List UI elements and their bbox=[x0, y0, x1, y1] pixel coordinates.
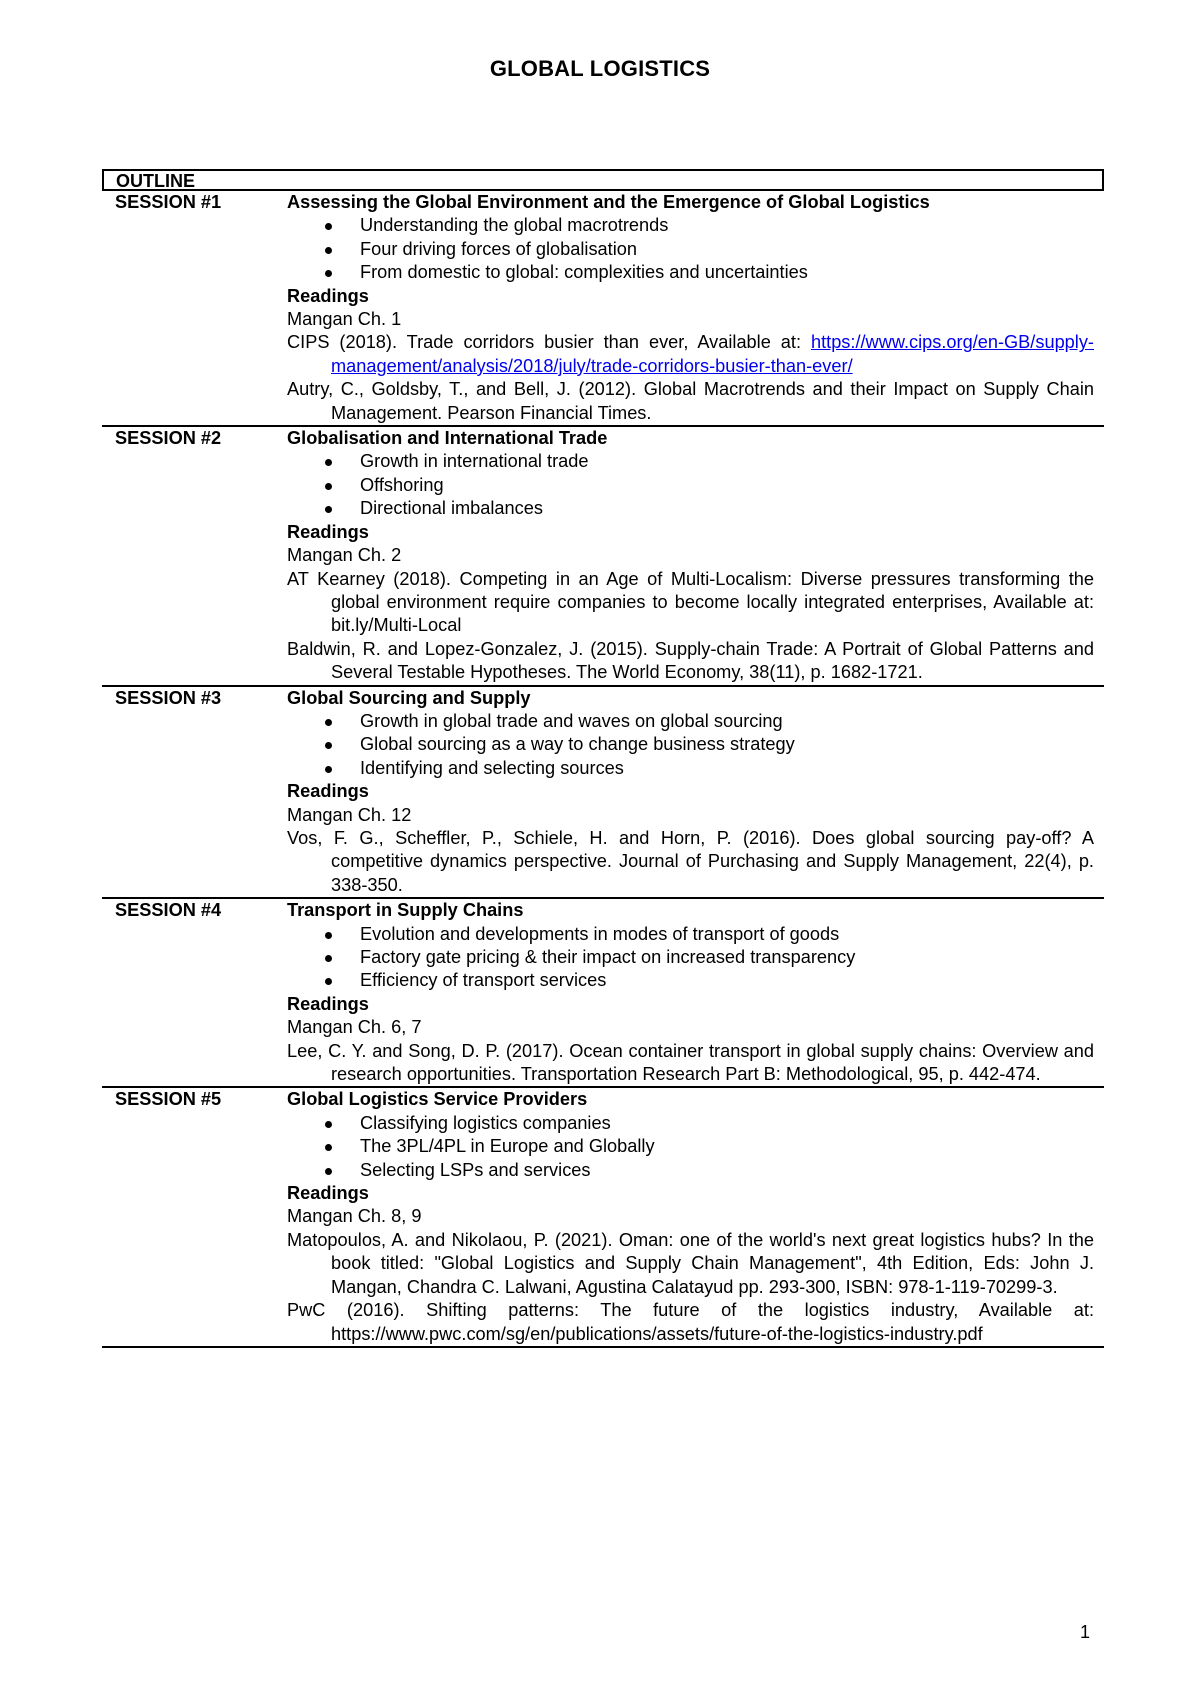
topic-text: Four driving forces of globalisation bbox=[360, 238, 637, 259]
readings-heading: Readings bbox=[287, 521, 369, 542]
topic-item bbox=[287, 450, 1094, 473]
topic-item bbox=[287, 757, 1094, 780]
reading-reference bbox=[287, 1299, 1094, 1346]
bullet-icon bbox=[325, 270, 332, 277]
topic-list bbox=[287, 214, 1094, 284]
bullet-icon bbox=[325, 742, 332, 749]
bullet-icon bbox=[325, 719, 332, 726]
topic-item bbox=[287, 474, 1094, 497]
session-title: Transport in Supply Chains bbox=[287, 900, 524, 921]
session-row-3 bbox=[102, 687, 1104, 900]
topic-text: Growth in global trade and waves on global sourcing bbox=[360, 710, 783, 731]
topic-text: The 3PL/4PL in Europe and Globally bbox=[360, 1136, 655, 1157]
bullet-icon bbox=[325, 932, 332, 939]
bullet-icon bbox=[325, 1121, 332, 1128]
topic-text: Growth in international trade bbox=[360, 451, 589, 472]
reading-text: Baldwin, R. and Lopez-Gonzalez, J. (2015). Supply-chain Trade: A Portrait of Global Patterns and Several Testable Hypotheses. The World Economy, 38(11), p. 1682-1721. bbox=[287, 638, 1094, 683]
session-body bbox=[287, 191, 1104, 425]
topic-text: Directional imbalances bbox=[360, 498, 543, 519]
topic-item bbox=[287, 710, 1094, 733]
bullet-icon bbox=[325, 1168, 332, 1175]
topic-list bbox=[287, 450, 1094, 520]
topic-list bbox=[287, 710, 1094, 780]
topic-item bbox=[287, 261, 1094, 284]
reading-reference bbox=[287, 308, 1094, 331]
reading-text: Mangan Ch. 12 bbox=[287, 804, 412, 825]
document-title: GLOBAL LOGISTICS bbox=[489, 56, 711, 81]
session-label: SESSION #4 bbox=[115, 900, 222, 921]
topic-item bbox=[287, 923, 1094, 946]
reading-reference bbox=[287, 378, 1094, 425]
session-body bbox=[287, 899, 1104, 1086]
topic-list bbox=[287, 923, 1094, 993]
topic-text: Understanding the global macrotrends bbox=[360, 215, 669, 236]
reading-reference bbox=[287, 1205, 1094, 1228]
session-label: SESSION #5 bbox=[115, 1089, 222, 1110]
readings-heading: Readings bbox=[287, 1183, 369, 1204]
session-row-5 bbox=[102, 1088, 1104, 1347]
sessions-container bbox=[102, 191, 1104, 1348]
outline-header: OUTLINE bbox=[102, 169, 1104, 191]
reading-text: Autry, C., Goldsby, T., and Bell, J. (2012). Global Macrotrends and their Impact on Supply Chain Management. Pearson Financial Times. bbox=[287, 379, 1094, 423]
reading-text: Mangan Ch. 8, 9 bbox=[287, 1206, 422, 1227]
session-title: Global Logistics Service Providers bbox=[287, 1089, 588, 1110]
topic-item bbox=[287, 497, 1094, 520]
topic-text: Factory gate pricing & their impact on increased transparency bbox=[360, 947, 856, 967]
bullet-icon bbox=[325, 506, 332, 513]
topic-item bbox=[287, 1112, 1094, 1135]
reading-text: CIPS (2018). Trade corridors busier than ever, Available at: bbox=[287, 332, 811, 353]
reading-text: AT Kearney (2018). Competing in an Age of Multi-Localism: Diverse pressures transforming the global environment require companies to become locally integrated enterprises, Available at: bit.ly/Multi-Local bbox=[287, 568, 1094, 636]
reading-reference bbox=[287, 544, 1094, 567]
readings-heading: Readings bbox=[287, 781, 369, 802]
reading-reference bbox=[287, 331, 1094, 378]
reading-reference bbox=[287, 804, 1094, 827]
reading-text: Vos, F. G., Scheffler, P., Schiele, H. and Horn, P. (2016). Does global sourcing pay-off? A competitive dynamics perspective. Journal of Purchasing and Supply Management, 22(4), p. 338-350. bbox=[287, 827, 1094, 895]
topic-item bbox=[287, 238, 1094, 261]
reading-link[interactable]: https://www.cips.org/en-GB/supply-management/analysis/2018/july/trade-corridors-busier-than-ever/ bbox=[331, 332, 1094, 376]
topic-list bbox=[287, 1112, 1094, 1182]
topic-text: Classifying logistics companies bbox=[360, 1112, 611, 1133]
reading-text: Mangan Ch. 6, 7 bbox=[287, 1017, 422, 1038]
reading-reference bbox=[287, 638, 1094, 685]
reading-text: Mangan Ch. 1 bbox=[287, 309, 402, 330]
reading-reference bbox=[287, 827, 1094, 897]
bullet-icon bbox=[325, 978, 332, 985]
reading-text: PwC (2016). Shifting patterns: The future of the logistics industry, Available at: https://www.pwc.com/sg/en/publications/assets/future-of-the-logistics-industry.pdf bbox=[287, 1300, 1094, 1344]
reading-reference bbox=[287, 1229, 1094, 1299]
session-body bbox=[287, 427, 1104, 684]
topic-text: Global sourcing as a way to change business strategy bbox=[360, 734, 795, 755]
topic-item bbox=[287, 733, 1094, 756]
bullet-icon bbox=[325, 459, 332, 466]
topic-text: Selecting LSPs and services bbox=[360, 1159, 591, 1180]
page-number: 1 bbox=[1080, 1622, 1091, 1642]
reading-reference bbox=[287, 1040, 1094, 1087]
session-row-4 bbox=[102, 899, 1104, 1088]
session-row-1 bbox=[102, 191, 1104, 427]
reading-text: Matopoulos, A. and Nikolaou, P. (2021). Oman: one of the world's next great logistics hubs? In the book titled: "Global Logistics and Supply Chain Management", 4th Edition, Eds: John J. Mangan, Chandra C. Lalwani, Agustina Calatayud pp. 293-300, ISBN: 978-1-119-70299-3. bbox=[287, 1229, 1094, 1297]
topic-text: Identifying and selecting sources bbox=[360, 757, 624, 778]
topic-text: From domestic to global: complexities and uncertainties bbox=[360, 262, 808, 283]
session-row-2 bbox=[102, 427, 1104, 686]
reading-text: Mangan Ch. 2 bbox=[287, 545, 402, 566]
reading-text: Lee, C. Y. and Song, D. P. (2017). Ocean container transport in global supply chains: Overview and research opportunities. Transportation Research Part B: Methodological, 95, p. 442-474. bbox=[287, 1040, 1094, 1085]
session-label: SESSION #3 bbox=[115, 687, 222, 708]
topic-item bbox=[287, 214, 1094, 237]
session-body bbox=[287, 687, 1104, 898]
bullet-icon bbox=[325, 247, 332, 254]
session-label: SESSION #1 bbox=[115, 192, 222, 212]
topic-item bbox=[287, 946, 1094, 969]
session-body bbox=[287, 1088, 1104, 1345]
reading-reference bbox=[287, 1016, 1094, 1039]
topic-item bbox=[287, 1159, 1094, 1182]
topic-item bbox=[287, 969, 1094, 992]
bullet-icon bbox=[325, 955, 332, 962]
topic-text: Efficiency of transport services bbox=[360, 970, 607, 991]
topic-item bbox=[287, 1135, 1094, 1158]
reading-reference bbox=[287, 568, 1094, 638]
topic-text: Evolution and developments in modes of transport of goods bbox=[360, 923, 840, 944]
bullet-icon bbox=[325, 766, 332, 773]
session-title: Globalisation and International Trade bbox=[287, 428, 608, 449]
outline-table bbox=[102, 169, 1104, 1348]
bullet-icon bbox=[325, 1144, 332, 1151]
readings-heading: Readings bbox=[287, 993, 369, 1014]
session-title: Assessing the Global Environment and the Emergence of Global Logistics bbox=[287, 192, 930, 212]
bullet-icon bbox=[325, 483, 332, 490]
session-title: Global Sourcing and Supply bbox=[287, 687, 531, 708]
topic-text: Offshoring bbox=[360, 474, 444, 495]
bullet-icon bbox=[325, 223, 332, 230]
readings-heading: Readings bbox=[287, 285, 369, 306]
session-label: SESSION #2 bbox=[115, 428, 222, 449]
